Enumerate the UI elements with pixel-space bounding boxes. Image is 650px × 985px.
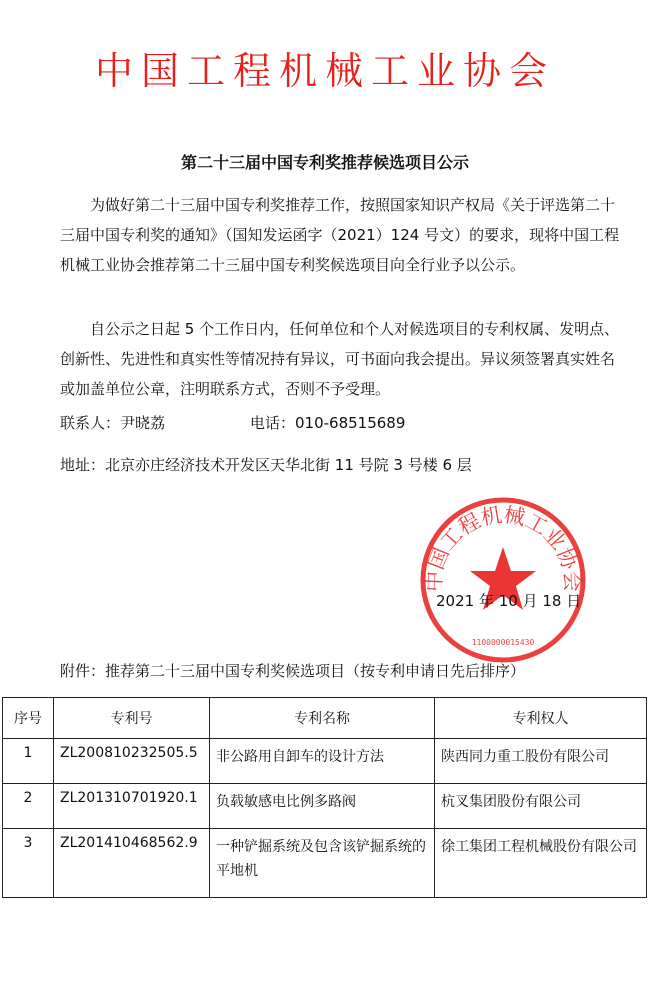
cell-patentee: 徐工集团工程机械股份有限公司 [435,829,647,898]
cell-patent-number: ZL200810232505.5 [54,739,210,784]
contact-phone: 电话：010-68515689 [250,414,406,432]
letterhead-title: 中国工程机械工业协会 [94,49,555,93]
official-seal [418,495,588,665]
patent-table [2,697,647,898]
address-line: 地址：北京亦庄经济技术开发区天华北街 11 号院 3 号楼 6 层 [60,456,472,474]
header-patentee: 专利权人 [435,698,647,739]
attachment-caption: 附件：推荐第二十三届中国专利奖候选项目（按专利申请日先后排序） [60,662,526,680]
contact-line [60,412,406,433]
header-patent-name: 专利名称 [210,698,435,739]
document-title: 第二十三届中国专利奖推荐候选项目公示 [180,153,469,172]
cell-patent-number: ZL201310701920.1 [54,784,210,829]
cell-index: 1 [3,739,54,784]
cell-patent-name: 负载敏感电比例多路阀 [210,784,435,829]
table-row [3,829,647,898]
issue-date: 2021 年 10 月 18 日 [436,592,582,610]
table-row [3,739,647,784]
cell-index: 2 [3,784,54,829]
table-header-row [3,698,647,739]
cell-patent-name: 一种铲掘系统及包含该铲掘系统的平地机 [210,829,435,898]
table-row [3,784,647,829]
cell-patent-number: ZL201410468562.9 [54,829,210,898]
contact-person: 联系人：尹晓荔 [60,414,166,432]
cell-index: 3 [3,829,54,898]
paragraph-objection: 自公示之日起 5 个工作日内，任何单位和个人对候选项目的专利权属、发明点、创新性、先进性和真实性等情况持有异议，可书面向我会提出。异议须签署真实姓名或加盖单位公章，注明联系方式，否则不予受理。 [60,320,620,398]
header-index: 序号 [3,698,54,739]
paragraph-intro: 为做好第二十三届中国专利奖推荐工作，按照国家知识产权局《关于评选第二十三届中国专利奖的通知》（国知发运函字（2021）124 号文）的要求，现将中国工程机械工业协会推荐第二十三届中国专利奖候选项目向全行业予以公示。 [60,196,620,274]
cell-patent-name: 非公路用自卸车的设计方法 [210,739,435,784]
seal-code: 1100000015430 [471,638,535,647]
seal-text-path: 中国工程机械工业协会 [421,502,585,593]
cell-patentee: 杭叉集团股份有限公司 [435,784,647,829]
cell-patentee: 陕西同力重工股份有限公司 [435,739,647,784]
header-patent-number: 专利号 [54,698,210,739]
